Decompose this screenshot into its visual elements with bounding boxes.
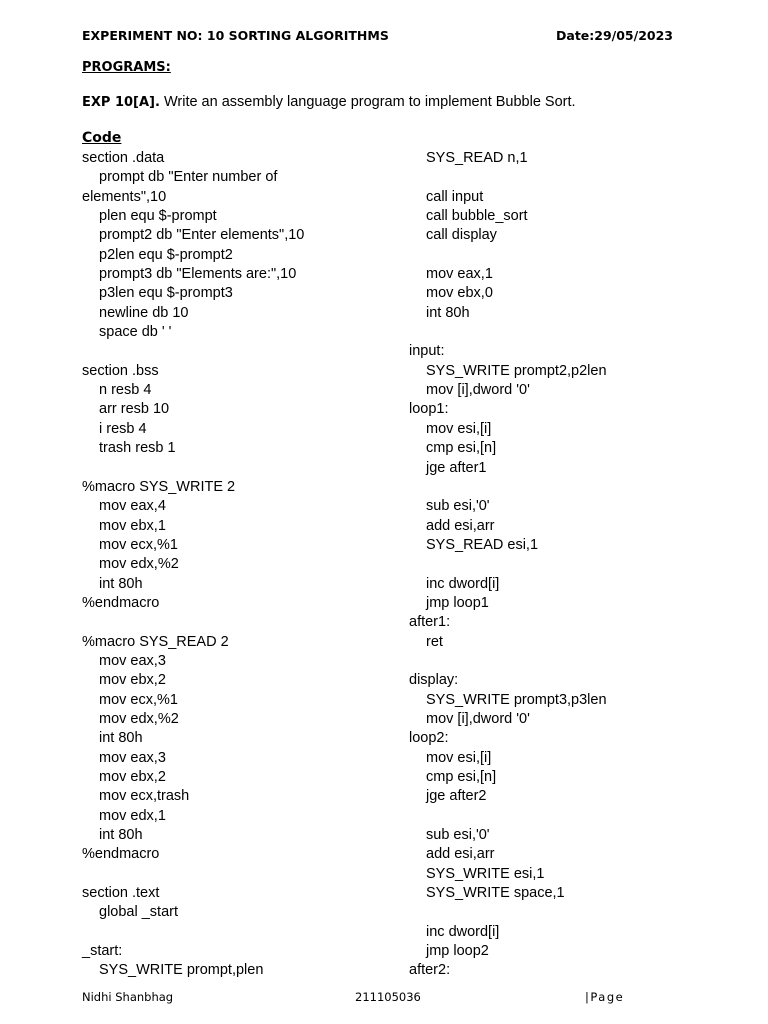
code-line: jge after2 [426, 788, 487, 805]
experiment-title: EXPERIMENT NO: 10 SORTING ALGORITHMS [82, 28, 389, 43]
code-line [82, 342, 304, 361]
code-line: cmp esi,[n] [426, 440, 497, 457]
code-line: int 80h [426, 304, 470, 321]
code-line: mov eax,3 [99, 652, 166, 669]
code-line: newline db 10 [99, 304, 189, 321]
code-line: inc dword[i] [426, 923, 500, 940]
code-column-right [409, 149, 607, 981]
code-line: p2len equ $-prompt2 [99, 246, 233, 263]
code-line: SYS_WRITE prompt,plen [99, 962, 264, 979]
code-line: mov [i],dword '0' [426, 382, 530, 399]
code-line [82, 865, 304, 884]
code-line: add esi,arr [426, 517, 495, 534]
code-line: mov ebx,0 [426, 285, 493, 302]
code-column-left [82, 149, 304, 981]
code-line: mov esi,[i] [426, 420, 492, 437]
code-line: loop2: [409, 730, 449, 747]
code-line [409, 323, 607, 342]
code-line: plen equ $-prompt [99, 208, 217, 225]
code-line: mov eax,3 [99, 749, 166, 766]
code-line: _start: [82, 943, 123, 960]
code-line: ret [426, 633, 443, 650]
code-line: mov [i],dword '0' [426, 710, 530, 727]
code-line: after1: [409, 614, 451, 631]
code-line: call display [426, 227, 497, 244]
code-line: mov ebx,2 [99, 769, 166, 785]
code-line: space db ' ' [99, 324, 172, 341]
code-line: prompt3 db "Elements are:",10 [99, 266, 297, 283]
code-line: n resb 4 [99, 382, 152, 399]
code-line: jge after1 [426, 459, 487, 476]
code-line: SYS_WRITE esi,1 [426, 865, 545, 882]
code-line: global _start [99, 904, 178, 921]
code-line [409, 807, 607, 826]
code-line: call input [426, 188, 484, 205]
footer-page-label: |Page [585, 990, 625, 1004]
code-line: mov ebx,1 [99, 517, 166, 534]
code-line [409, 555, 607, 574]
code-line: display: [409, 672, 459, 689]
code-line: input: [409, 343, 445, 360]
code-line: add esi,arr [426, 846, 495, 863]
code-line: int 80h [99, 730, 143, 747]
code-line: int 80h [99, 827, 143, 844]
code-line: mov ecx,%1 [99, 536, 178, 553]
code-line: SYS_WRITE prompt3,p3len [426, 691, 607, 708]
code-line: %endmacro [82, 594, 160, 611]
experiment-statement [82, 94, 576, 110]
footer-author: Nidhi Shanbhag [82, 990, 174, 1004]
code-line: %endmacro [82, 846, 160, 863]
code-line: section .data [82, 150, 165, 166]
code-line: section .text [82, 885, 160, 902]
code-line: jmp loop1 [426, 594, 489, 611]
experiment-description: Write an assembly language program to implement Bubble Sort. [159, 94, 576, 110]
code-line [409, 168, 607, 187]
code-line: mov esi,[i] [426, 749, 492, 766]
code-line: mov eax,4 [99, 498, 166, 515]
code-line [82, 923, 304, 942]
code-line: mov edx,%2 [99, 556, 179, 573]
code-line: int 80h [99, 575, 143, 592]
code-line: mov edx,1 [99, 807, 166, 824]
code-line [409, 903, 607, 922]
date-label: Date:29/05/2023 [556, 28, 673, 43]
code-line: elements",10 [82, 188, 167, 205]
code-line: sub esi,'0' [426, 827, 490, 844]
experiment-label: EXP 10[A]. [82, 95, 160, 110]
code-line: call bubble_sort [426, 208, 528, 225]
code-line: mov ecx,%1 [99, 691, 178, 708]
code-line: mov eax,1 [426, 266, 493, 283]
code-line [409, 652, 607, 671]
code-line: SYS_READ n,1 [426, 150, 528, 166]
code-line [82, 613, 304, 632]
code-line: SYS_READ esi,1 [426, 536, 539, 553]
code-line: arr resb 10 [99, 401, 170, 418]
code-line [409, 246, 607, 265]
code-line: mov ebx,2 [99, 672, 166, 689]
code-line [82, 459, 304, 478]
code-line: p3len equ $-prompt3 [99, 285, 233, 302]
code-line: inc dword[i] [426, 575, 500, 592]
code-line: SYS_WRITE prompt2,p2len [426, 362, 607, 379]
programs-heading: PROGRAMS: [82, 60, 171, 75]
code-line: trash resb 1 [99, 440, 176, 457]
code-line: prompt db "Enter number of [99, 169, 278, 186]
code-line [409, 478, 607, 497]
code-line: jmp loop2 [426, 943, 489, 960]
code-line: after2: [409, 962, 451, 979]
code-line: sub esi,'0' [426, 498, 490, 515]
code-line: prompt2 db "Enter elements",10 [99, 227, 305, 244]
code-line: i resb 4 [99, 420, 147, 437]
code-line: mov ecx,trash [99, 788, 190, 805]
code-line: %macro SYS_WRITE 2 [82, 478, 236, 495]
code-line: loop1: [409, 401, 449, 418]
footer-roll-number: 211105036 [355, 990, 421, 1004]
code-line: SYS_WRITE space,1 [426, 885, 565, 902]
code-heading: Code [82, 130, 122, 146]
code-line: mov edx,%2 [99, 710, 179, 727]
code-line: section .bss [82, 362, 159, 379]
code-line: cmp esi,[n] [426, 769, 497, 785]
code-line: %macro SYS_READ 2 [82, 633, 229, 650]
